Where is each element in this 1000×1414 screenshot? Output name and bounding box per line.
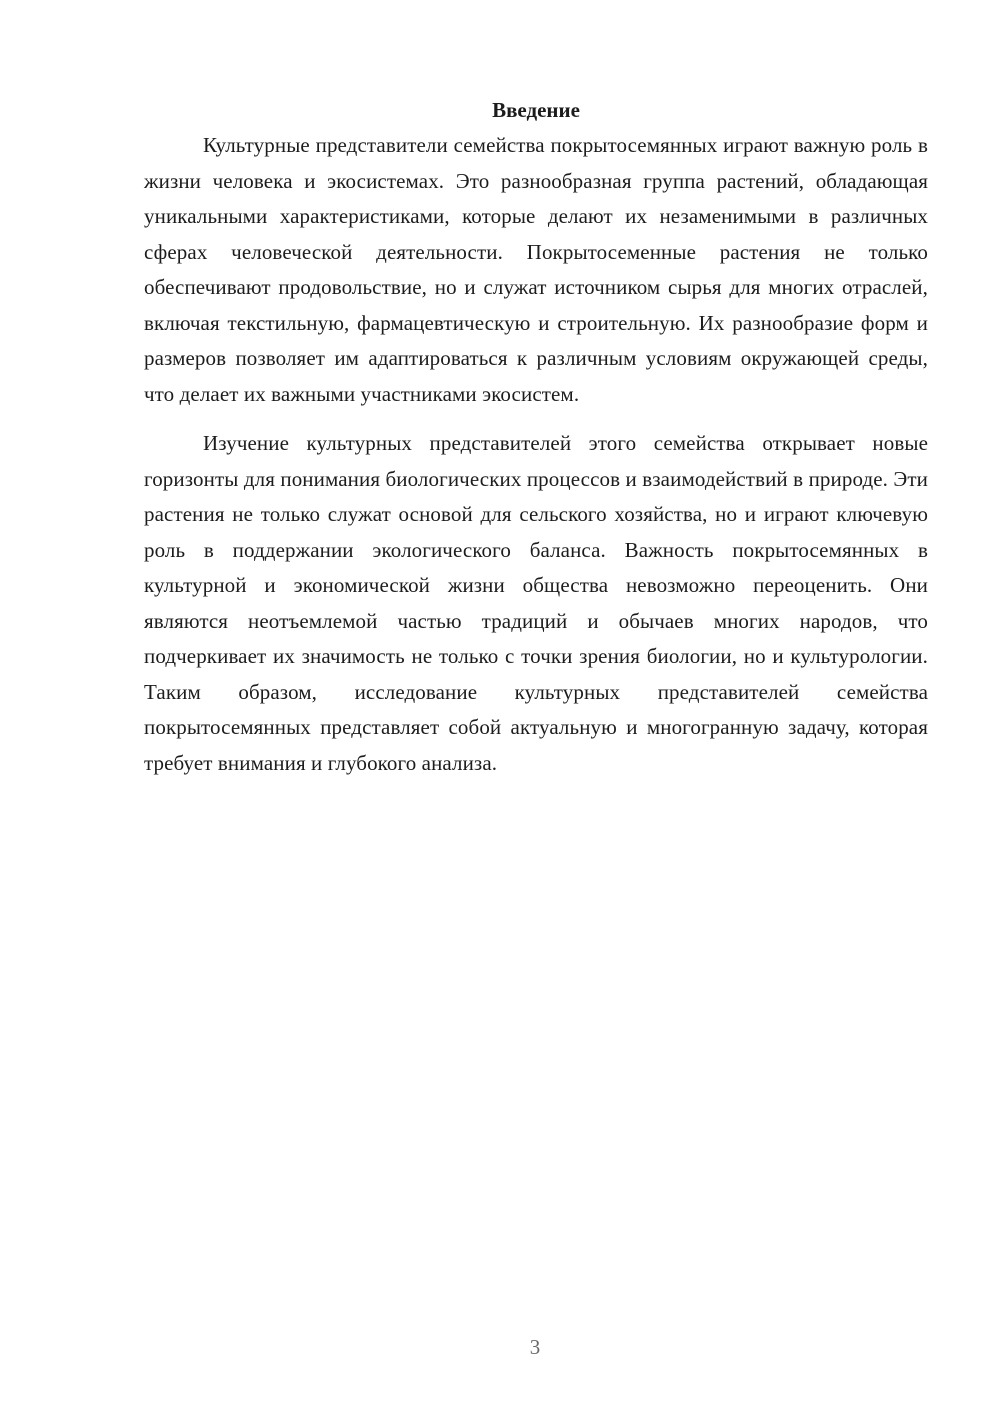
paragraph-1: Культурные представители семейства покрытосемянных играют важную роль в жизни человека и экосистемах. Это разнообразная группа растений, обладающая уникальными характеристиками, которые делают их незаменимыми в различных сферах человеческой деятельности. Покрытосеменные растения не только обеспечивают продовольствие, но и служат источником сырья для многих отраслей, включая текстильную, фармацевтическую и строительную. Их разнообразие форм и размеров позволяет им адаптироваться к различным условиям окружающей среды, что делает их важными участниками экосистем.: [144, 133, 928, 406]
page-content: [144, 92, 928, 781]
section-heading: Введение: [492, 98, 580, 122]
paragraph-2: Изучение культурных представителей этого семейства открывает новые горизонты для понимания биологических процессов и взаимодействий в природе. Эти растения не только служат основой для сельского хозяйства, но и играют ключевую роль в поддержании экологического баланса. Важность покрытосемянных в культурной и экономической жизни общества невозможно переоценить. Они являются неотъемлемой частью традиций и обычаев многих народов, что подчеркивает их значимость не только с точки зрения биологии, но и культурологии. Таким образом, исследование культурных представителей семейства покрытосемянных представляет собой актуальную и многогранную задачу, которая требует внимания и глубокого анализа.: [144, 431, 928, 775]
page-number: 3: [529, 1335, 541, 1359]
